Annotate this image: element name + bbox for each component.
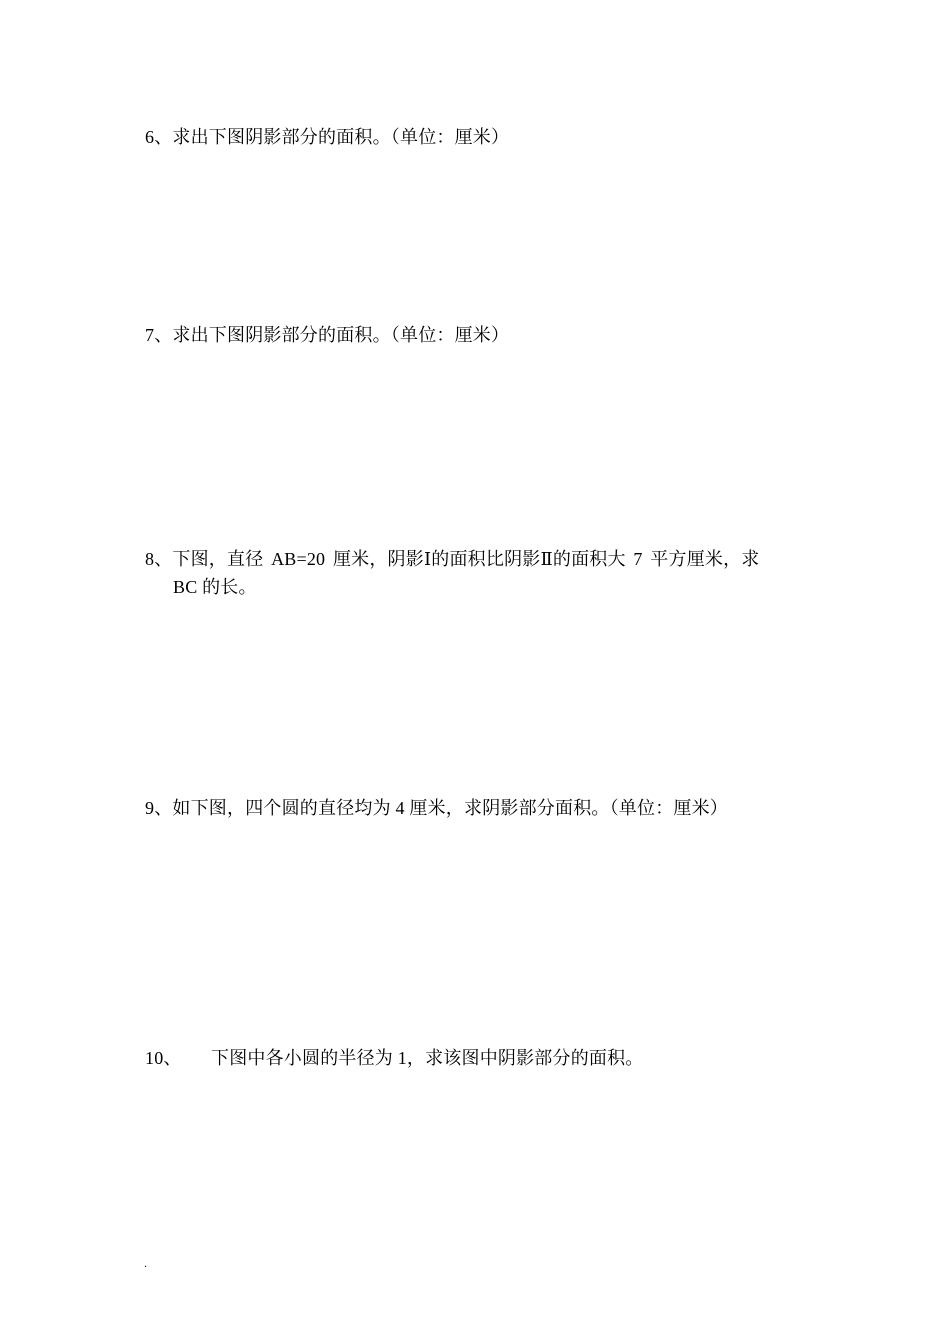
question-10 — [145, 1044, 815, 1072]
question-text: 下图中各小圆的半径为 1，求该图中阴影部分的面积。 — [211, 1048, 644, 1068]
footer-mark: . — [144, 1256, 147, 1270]
question-text: 下图，直径 AB=20 厘米，阴影Ⅰ的面积比阴影Ⅱ的面积大 7 平方厘米，求 — [172, 549, 760, 569]
question-number: 9、 — [145, 798, 173, 818]
question-6 — [145, 123, 815, 151]
question-number: 10、 — [145, 1048, 182, 1068]
question-line-1 — [145, 545, 815, 573]
question-9 — [145, 794, 815, 822]
question-number: 7、 — [145, 325, 173, 345]
question-number: 6、 — [145, 127, 173, 147]
question-text-continued: BC 的长。 — [173, 577, 257, 597]
question-8 — [145, 545, 815, 601]
question-text: 如下图，四个圆的直径均为 4 厘米，求阴影部分面积。（单位：厘米） — [172, 798, 729, 818]
question-text: 求出下图阴影部分的面积。（单位：厘米） — [172, 127, 510, 147]
question-text: 求出下图阴影部分的面积。（单位：厘米） — [172, 325, 510, 345]
question-number: 8、 — [145, 549, 173, 569]
question-7 — [145, 321, 815, 349]
